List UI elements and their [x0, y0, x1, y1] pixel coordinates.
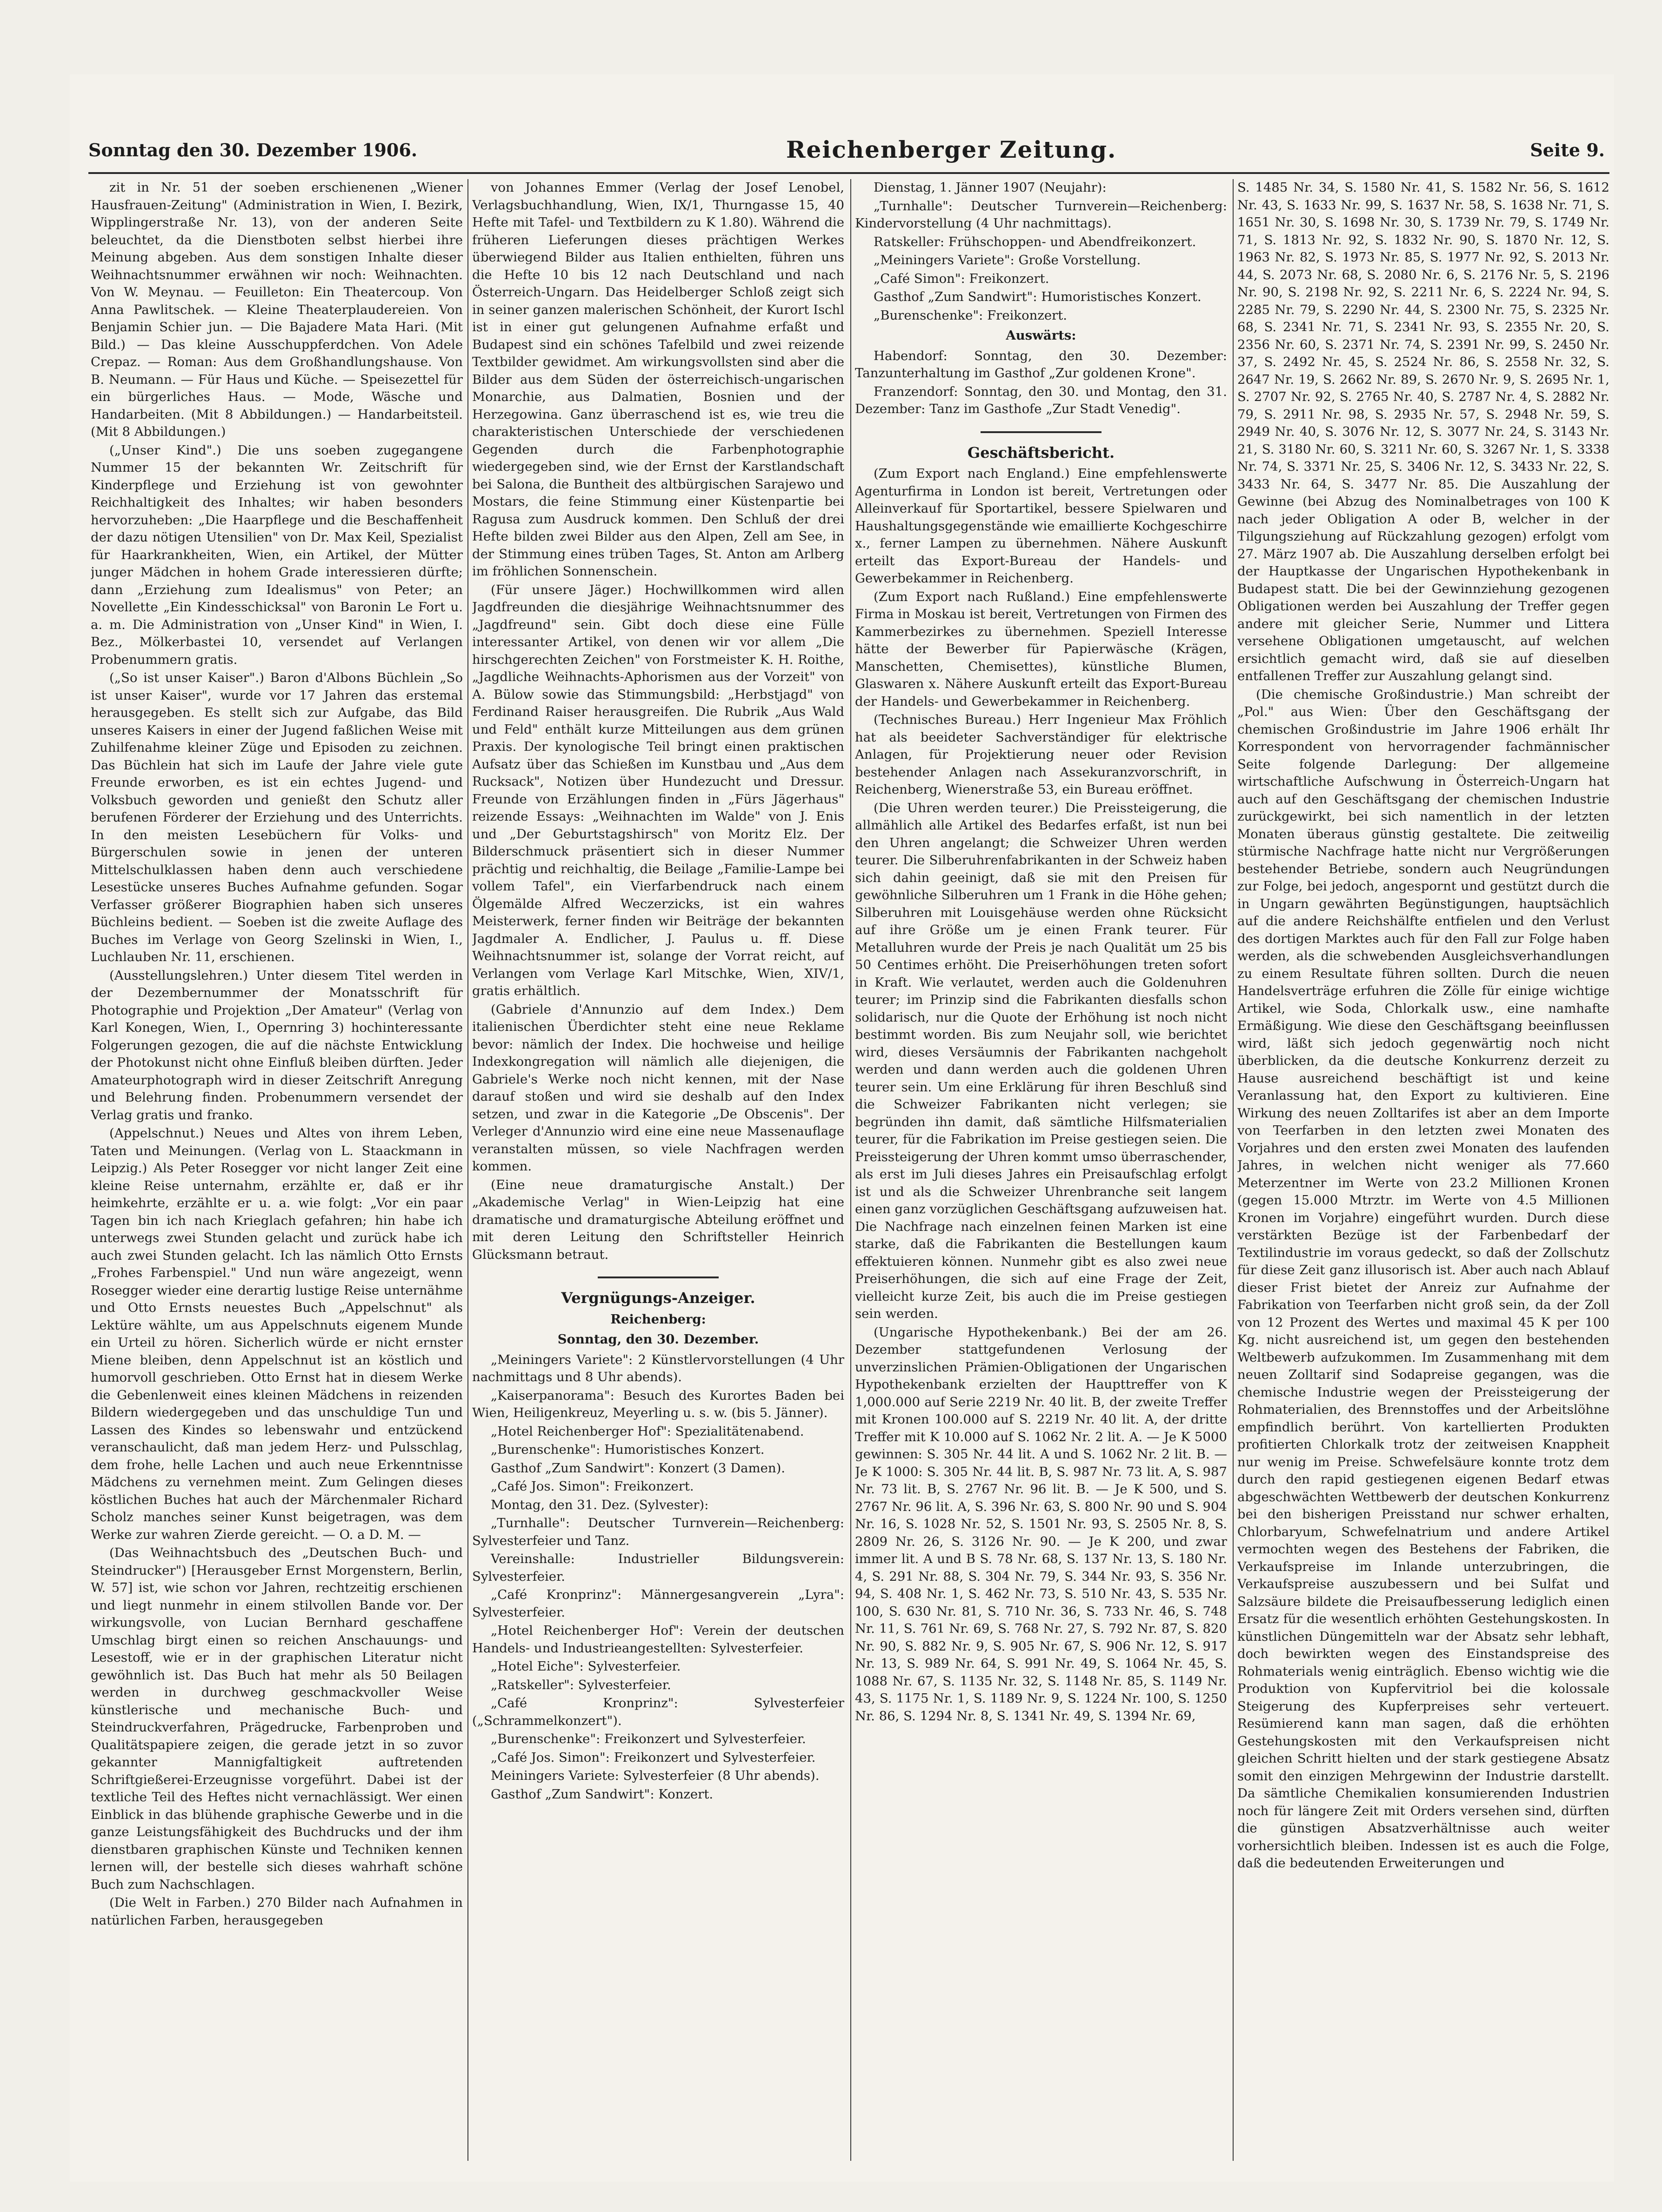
article-paragraph: (Die Welt in Farben.) 270 Bilder nach Aufnahmen in natürlichen Farben, herausgegeben	[91, 1895, 463, 1928]
article-paragraph: Ratskeller: Frühschoppen- und Abendfreikonzert.	[874, 234, 1196, 249]
article-paragraph: (Gabriele d'Annunzio auf dem Index.) Dem italienischen Überdichter steht eine neue Reklame bevor: nämlich der Index. Die hochweise und heilige Indexkongregation will nämlich alle diejenigen, die Gabriele's Werke noch nicht kennen, mit der Nase darauf stoßen und wird sie deshalb auf den Index setzen, und zwar in die Kategorie „De Obscenis". Der Verleger d'Annunzio wird eine eine neue Massenauflage veranstalten müssen, so viele Nachfragen werden kommen.	[472, 1002, 844, 1174]
article-paragraph: „Meiningers Variete": Große Vorstellung.	[874, 253, 1141, 267]
article-paragraph: „Turnhalle": Deutscher Turnverein—Reichenberg: Sylvesterfeier und Tanz.	[472, 1516, 844, 1548]
section-heading: Vergnügungs-Anzeiger.	[561, 1289, 755, 1307]
article-paragraph: „Café Jos. Simon": Freikonzert.	[491, 1479, 694, 1494]
article-paragraph: „Ratskeller": Sylvesterfeier.	[491, 1677, 671, 1692]
article-paragraph: (Die chemische Großindustrie.) Man schreibt der „Pol." aus Wien: Über den Geschäftsgang der chemischen Großindustrie im Jahre 1906 erhält Ihr Korrespondent von hervorragender fachmännischer Seite folgende Darlegung: Der allgemeine wirtschaftliche Aufschwung in Österreich-Ungarn hat auch auf den Geschäftsgang der chemischen Industrie zurückgewirkt, bei sich namentlich in der letzten Monaten überaus günstig gestaltete. Die zeitweilig stürmische Nachfrage hatte nicht nur Vergrößerungen bestehender Betriebe, sondern auch Neugründungen zur Folge, bei jedoch, angespornt und gestützt durch die in Ungarn gewährten Begünstigungen, hauptsächlich auf die andere Reichshälfte entfielen und den Verlust des dortigen Marktes auch für den Fall zur Folge haben werden, als die schwebenden Ausgleichsverhandlungen zu einem Resultate führen sollten. Durch die neuen Handelsverträge erfuhren die Zölle für einige wichtige Artikel, wie Soda, Chlorkalk usw., eine namhafte Ermäßigung. Wie diese den Geschäftsgang beeinflussen wird, läßt sich jedoch gegenwärtig noch nicht überblicken, da die deutsche Konkurrenz derzeit zu Hause ausreichend beschäftigt ist und keine Veranlassung hat, den Export zu kultivieren. Eine Wirkung des neuen Zolltarifes ist aber an dem Importe von Teerfarben in den letzten zwei Monaten des Vorjahres und den ersten zwei Monaten des laufenden Jahres, in welchen nicht weniger als 77.660 Meterzentner im Werte von 23.2 Millionen Kronen (gegen 15.000 Mtrztr. im Werte von 4.5 Millionen Kronen im Vorjahre) eingeführt wurden. Durch diese verstärkten Bezüge ist der Farbenbedarf der Textilindustrie im voraus gedeckt, so daß der Zollschutz für diese Zeit ganz illusorisch ist. Aber auch nach Ablauf dieser Frist bietet der Anreiz zur Aufnahme der Fabrikation von Teerfarben nicht groß sein, da der Zoll von 12 Prozent des Wertes und maximal 45 K per 100 Kg. nicht ausreichend ist, um gegen den bestehenden Weltbewerb aufzukommen. Im Zusammenhang mit dem neuen Zolltarif sind Sodapreise gegangen, was die chemische Industrie wegen der Preissteigerung der Rohmaterialien, des Brennstoffes und der Arbeitslöhne empfindlich berührt. Von kartellierten Produkten profitierten Chlorkalk trotz der zeitweisen Knappheit nur wenig im Preise. Schwefelsäure konnte trotz dem durch den rapid gestiegenen eigenen Bedarf etwas abgeschwächten Wettbewerb der deutschen Konkurrenz bei den bisherigen Preisstand nur schwer erhalten, Chlorbaryum, Schwefelnatrium und andere Artikel vermochten wegen des Bestehens der Fabriken, die Verkaufspreise im Inlande unterzubringen, die Verkaufspreise auszubessern und bei Sulfat und Salzsäure bildete die Preisaufbesserung lediglich einen Ersatz für die wesentlich erhöhten Gestehungskosten. In künstlichen Düngemitteln war der Absatz sehr lebhaft, doch bewirkten wegen des Einstandspreise des Rohmaterials wenig einträglich. Ebenso wichtig wie die Produktion von Kupfervitriol bei die kolossale Steigerung des Kupferpreises sehr verteuert. Resümierend kann man sagen, daß die erhöhten Gestehungskosten mit den Verkaufspreisen nicht gleichen Schritt hielten und der stark gestiegene Absatz somit den einzigen Mehrgewinn der Industrie darstellt. Da sämtliche Chemikalien konsumierenden Industrien noch für längere Zeit mit Orders versehen sind, dürften die günstigen Absatzverhältnisse auch weiter vorhersichtlich bleiben. Indessen ist es auch die Folge, daß die bedeutenden Erweiterungen und	[1237, 687, 1609, 1871]
article-paragraph: Gasthof „Zum Sandwirt": Konzert (3 Damen).	[491, 1460, 786, 1476]
article-paragraph: „Hotel Reichenberger Hof": Verein der deutschen Handels- und Industrieangestellten: Sylvesterfeier.	[472, 1623, 844, 1656]
article-paragraph: (Die Uhren werden teurer.) Die Preissteigerung, die allmählich alle Artikel des Bedarfes erfaßt, ist nun bei den Uhren angelangt; die Schweizer Uhren werden teurer. Die Silberuhrenfabrikanten in der Schweiz haben sich dahin geeinigt, daß sie mit den Preisen für gewöhnliche Silberuhren um 1 Frank in die Höhe gehen; Silberuhren mit Louisgehäuse werden ohne Rücksicht auf ihre Größe um je einen Frank teurer. Für Metalluhren wurde der Preis je nach Qualität um 25 bis 50 Centimes erhöht. Die Preiserhöhungen treten sofort in Kraft. Wie verlautet, werden auch die Goldenuhren teurer; im Prinzip sind die Fabrikanten diesfalls schon solidarisch, nur die Quote der Erhöhung ist noch nicht bestimmt worden. Bis zum Neujahr soll, wie berichtet wird, dieses Versäumnis der Fabrikanten nachgeholt werden und dann werden auch die goldenen Uhren teurer sein. Um eine Erklärung für ihren Beschluß sind die Schweizer Fabrikanten nicht verlegen; sie begründen ihn damit, daß sämtliche Hilfsmaterialien teurer, für die Fabrikation im Preise gestiegen seien. Die Preissteigerung der Uhren kommt umso überraschender, als erst im Juli dieses Jahres ein Preisaufschlag erfolgt ist und als die Schweizer Uhrenbranche seit langem einen ganz vorzüglichen Geschäftsgang aufzuweisen hat. Die Nachfrage nach einzelnen feinen Marken ist eine starke, daß die Fabrikanten die Bestellungen kaum effektuieren können. Nunmehr gibt es also zwei neue Preiserhöhungen, die sich auf eine Frage der Zeit, vielleicht kurze Zeit, bis auch die im Preise gestiegen sein werden.	[855, 800, 1227, 1321]
subheading: Reichenberg:	[610, 1311, 706, 1327]
header-rule	[88, 172, 1609, 174]
article-paragraph: („Unser Kind".) Die uns soeben zugegangene Nummer 15 der bekannten Wr. Zeitschrift für Kinderpflege und Erziehung ist von gewohnter Reichhaltigkeit des Inhaltes; wir haben besonders hervorzuheben: „Die Haarpflege und die Beschaffenheit der dazu nötigen Utensilien" von Dr. Max Keil, Spezialist für Haarkrankheiten, Wien, ein Artikel, der Mütter junger Mädchen in hohem Grade interessieren dürfte; dann „Erziehung zum Idealismus" von Peter; an Novellette „Ein Kindesschicksal" von Baronin Le Fort u. a. m. Die Administration von „Unser Kind" in Wien, I. Bez., Mölkerbastei 10, versendet auf Verlangen Probenummern gratis.	[91, 442, 463, 667]
column-1	[91, 179, 463, 2161]
article-paragraph: „Meiningers Variete": 2 Künstlervorstellungen (4 Uhr nachmittags und 8 Uhr abends).	[472, 1352, 844, 1384]
article-paragraph: „Café Kronprinz": Sylvesterfeier („Schrammelkonzert").	[472, 1696, 844, 1728]
article-paragraph: (Zum Export nach Rußland.) Eine empfehlenswerte Firma in Moskau ist bereit, Vertretungen von Firmen des Kammerbezirkes zu übernehmen. Speziell Interesse hätte der Bewerber für Papierwäsche (Krägen, Manschetten, Chemisettes), künstliche Blumen, Glaswaren x. Nähere Auskunft erteilt das Export-Bureau der Handels- und Gewerbekammer in Reichenberg.	[855, 589, 1227, 709]
article-paragraph: Franzendorf: Sonntag, den 30. und Montag, den 31. Dezember: Tanz im Gasthofe „Zur Stadt Venedig".	[855, 384, 1227, 416]
page-number: Seite 9.	[1530, 140, 1605, 160]
section-heading: Geschäftsbericht.	[967, 443, 1115, 461]
article-paragraph: (Das Weihnachtsbuch des „Deutschen Buch- und Steindrucker") [Herausgeber Ernst Morgenstern, Berlin, W. 57] ist, wie schon vor Jahren, rechtzeitig erschienen und liegt nunmehr in einem stilvollen Bande vor. Der wirkungsvolle, von Lucian Bernhard geschaffene Umschlag birgt einen so reichen Anschauungs- und Lesestoff, wie er in der graphischen Literatur nicht gewöhnlich ist. Das Buch hat mehr als 50 Beilagen werden in durchweg geschmackvoller Weise künstlerische und mechanische Buch- und Steindruckverfahren, Prägedrucke, Farbenproben und Qualitätspapiere zeigen, die gerade jetzt in so zuvor gekannter Mannigfaltigkeit auftretenden Schriftgießerei-Erzeugnisse vorgeführt. Dabei ist der textliche Teil des Heftes nicht vernachlässigt. Wer einen Einblick in das blühende graphische Gewerbe und in die ganze Leistungsfähigkeit des Buchdrucks und der ihm dienstbaren graphischen Künste und Techniken kennen lernen will, der bestelle sich dieses wahrhaft schöne Buch zum Nachschlagen.	[91, 1545, 463, 1892]
article-paragraph: (Eine neue dramaturgische Anstalt.) Der „Akademische Verlag" in Wien-Leipzig hat eine dramatische und dramaturgische Abteilung eröffnet und mit deren Leitung den Schriftsteller Heinrich Glücksmann betraut.	[472, 1177, 844, 1262]
article-paragraph: „Turnhalle": Deutscher Turnverein—Reichenberg: Kindervorstellung (4 Uhr nachmittags).	[855, 198, 1227, 231]
article-paragraph: „Burenschenke": Freikonzert und Sylvesterfeier.	[491, 1731, 806, 1746]
article-paragraph: Vereinshalle: Industrieller Bildungsverein: Sylvesterfeier.	[472, 1551, 844, 1584]
column-divider	[467, 179, 468, 2161]
column-2	[472, 179, 844, 2161]
article-paragraph: Gasthof „Zum Sandwirt": Humoristisches Konzert.	[874, 289, 1201, 304]
article-paragraph: „Hotel Reichenberger Hof": Spezialitätenabend.	[491, 1423, 804, 1439]
article-paragraph: „Hotel Eiche": Sylvesterfeier.	[491, 1659, 681, 1674]
column-divider	[1233, 179, 1234, 2161]
article-paragraph: (Ungarische Hypothekenbank.) Bei der am 26. Dezember stattgefundenen Verlosung der unverzinslichen Prämien-Obligationen der Ungarischen Hypothekenbank erzielten der Haupttreffer von K 1,000.000 auf Serie 2219 Nr. 40 lit. B, der zweite Treffer mit Kronen 100.000 auf S. 2219 Nr. 40 lit. A, der dritte Treffer mit K 10.000 auf S. 1062 Nr. 2 lit. A. — Je K 5000 gewinnen: S. 305 Nr. 44 lit. A und S. 1062 Nr. 2 lit. B. — Je K 1000: S. 305 Nr. 44 lit. B, S. 987 Nr. 73 lit. A, S. 987 Nr. 73 lit. B, S. 2767 Nr. 96 lit. B. — Je K 500, und S. 2767 Nr. 96 lit. A, S. 396 Nr. 63, S. 800 Nr. 90 und S. 904 Nr. 16, S. 1028 Nr. 52, S. 1501 Nr. 93, S. 2505 Nr. 8, S. 2809 Nr. 26, S. 3126 Nr. 90. — Je K 200, und zwar immer lit. A und B S. 78 Nr. 68, S. 137 Nr. 13, S. 180 Nr. 4, S. 291 Nr. 88, S. 304 Nr. 79, S. 344 Nr. 93, S. 356 Nr. 94, S. 408 Nr. 1, S. 462 Nr. 73, S. 510 Nr. 43, S. 535 Nr. 100, S. 630 Nr. 81, S. 710 Nr. 36, S. 733 Nr. 46, S. 748 Nr. 11, S. 761 Nr. 69, S. 768 Nr. 27, S. 792 Nr. 87, S. 820 Nr. 90, S. 882 Nr. 9, S. 905 Nr. 67, S. 906 Nr. 12, S. 917 Nr. 13, S. 989 Nr. 64, S. 991 Nr. 49, S. 1064 Nr. 45, S. 1088 Nr. 67, S. 1135 Nr. 32, S. 1148 Nr. 85, S. 1149 Nr. 43, S. 1175 Nr. 1, S. 1189 Nr. 9, S. 1224 Nr. 100, S. 1250 Nr. 86, S. 1294 Nr. 8, S. 1341 Nr. 49, S. 1394 Nr. 69,	[855, 1324, 1227, 1724]
section-divider	[598, 1276, 719, 1278]
subheading: Sonntag, den 30. Dezember.	[557, 1332, 759, 1347]
article-paragraph: Dienstag, 1. Jänner 1907 (Neujahr):	[874, 180, 1107, 195]
subheading: Auswärts:	[1006, 328, 1076, 343]
article-paragraph: („So ist unser Kaiser".) Baron d'Albons Büchlein „So ist unser Kaiser", wurde vor 17 Jahren das erstemal herausgegeben. Es stellt sich zur Aufgabe, das Bild unseres Kaisers in einer der Jugend faßlichen Weise mit Zuhilfenahme kleiner Züge und Episoden zu zeichnen. Das Büchlein hat sich im Laufe der Jahre viele gute Freunde erworben, es ist ein echtes Jugend- und Volksbuch geworden und genießt den Schutz aller berufenen Förderer der Erziehung und des Unterrichts. In den meisten Lesebüchern für Volks- und Bürgerschulen sowie in jenen der unteren Mittelschulklassen haben denn auch verschiedene Lesestücke unseres Buches Aufnahme gefunden. Sogar Verfasser größerer Biographien haben sich unseres Büchleins bedient. — Soeben ist die zweite Auflage des Buches im Verlage von Georg Szelinski in Wien, I., Luchlauben Nr. 11, erschienen.	[91, 670, 463, 964]
article-paragraph: zit in Nr. 51 der soeben erschienenen „Wiener Hausfrauen-Zeitung" (Administration in Wien, I. Bezirk, Wipplingerstraße Nr. 13), von der anderen Seite beleuchtet, da die Dienstboten selbst hierbei ihre Meinung abgeben. Aus dem sonstigen Inhalte dieser Weihnachtsnummer erwähnen wir noch: Weihnachten. Von W. Meynau. — Feuilleton: Ein Theatercoup. Von Anna Pawlitschek. — Kleine Theaterplaudereien. Von Benjamin Schier jun. — Die Bajadere Mata Hari. (Mit Bild.) — Das kleine Ausschuppferdchen. Von Adele Crepaz. — Roman: Aus dem Großhandlungshause. Von B. Neumann. — Für Haus und Küche. — Speisezettel für ein bürgerliches Haus. — Mode, Wäsche und Handarbeiten. (Mit 8 Abbildungen.) — Handarbeitsteil. (Mit 8 Abbildungen.)	[91, 180, 463, 439]
article-paragraph: Gasthof „Zum Sandwirt": Konzert.	[491, 1786, 714, 1802]
column-divider	[850, 179, 851, 2161]
article-paragraph: Habendorf: Sonntag, den 30. Dezember: Tanzunterhaltung im Gasthof „Zur goldenen Krone".	[855, 348, 1227, 381]
article-paragraph: „Café Simon": Freikonzert.	[874, 271, 1049, 286]
article-paragraph: „Burenschenke": Freikonzert.	[874, 307, 1068, 323]
article-paragraph: „Burenschenke": Humoristisches Konzert.	[491, 1442, 765, 1457]
article-paragraph: (Zum Export nach England.) Eine empfehlenswerte Agenturfirma in London ist bereit, Vertretungen oder Alleinverkauf für Sportartikel, bessere Spielwaren und Haushaltungsgegenstände wie emaillierte Kochgeschirre x., ferner Lampen zu übernehmen. Nähere Auskunft erteilt das Export-Bureau der Handels- und Gewerbekammer in Reichenberg.	[855, 466, 1227, 586]
article-paragraph: (Für unsere Jäger.) Hochwillkommen wird allen Jagdfreunden die diesjährige Weihnachtsnummer des „Jagdfreund" sein. Gibt doch diese eine Fülle interessanter Artikel, von denen wir vor allem „Die hirschgerechten Zeichen" von Forstmeister K. H. Roithe, „Jagdliche Weihnachts-Aphorismen aus der Vorzeit" von A. Bülow sowie das Stimmungsbild: „Herbstjagd" von Ferdinand Raiser herausgreifen. Die Rubrik „Aus Wald und Feld" enthält kurze Mitteilungen aus dem grünen Praxis. Der kynologische Teil bringt einen praktischen Aufsatz über das Schießen im Kunstbau und „Aus dem Rucksack", Notizen über Hundezucht und Dressur. Freunde von Erzählungen finden in „Fürs Jägerhaus" reizende Essays: „Weihnachten im Walde" von J. Enis und „Der Geburtstagshirsch" von Moritz Elz. Der Bilderschmuck präsentiert sich in dieser Nummer prächtig und reichhaltig, die Beilage „Familie-Lampe bei vollem Tafel", ein Vierfarbendruck nach einem Ölgemälde Alfred Weczerzicks, ist ein wahres Meisterwerk, ferner finden wir Beiträge der bekannten Jagdmaler A. Endlicher, J. Paulus u. ff. Diese Weihnachtsnummer ist, solange der Vorrat reicht, auf Verlangen vom Verlage Karl Mitschke, Wien, XIV/1, gratis erhältlich.	[472, 582, 844, 998]
article-paragraph: „Kaiserpanorama": Besuch des Kurortes Baden bei Wien, Heiligenkreuz, Meyerling u. s. w. (bis 5. Jänner).	[472, 1388, 844, 1420]
section-divider	[981, 431, 1101, 433]
issue-date: Sonntag den 30. Dezember 1906.	[88, 140, 418, 160]
article-paragraph: (Technisches Bureau.) Herr Ingenieur Max Fröhlich hat als beeideter Sachverständiger für elektrische Anlagen, für Projektierung neuer oder Revision bestehender Anlagen nach Assekuranzvorschrift, in Reichenberg, Wienerstraße 53, ein Bureau eröffnet.	[855, 712, 1227, 797]
masthead-title: Reichenberger Zeitung.	[786, 136, 1117, 163]
article-paragraph: „Café Kronprinz": Männergesangverein „Lyra": Sylvesterfeier.	[472, 1587, 844, 1620]
column-3	[855, 179, 1227, 2161]
article-paragraph: „Café Jos. Simon": Freikonzert und Sylvesterfeier.	[491, 1750, 816, 1765]
article-paragraph: (Appelschnut.) Neues und Altes von ihrem Leben, Taten und Meinungen. (Verlag von L. Staackmann in Leipzig.) Als Peter Rosegger vor nicht langer Zeit eine kleine Reise unternahm, erzählte er, daß er ihr heimkehrte, erzählte er u. a. wie folgt: „Vor ein paar Tagen bin ich nach Krieglach gefahren; hin habe ich unterwegs zwei Stunden gelacht und zurück habe ich auch zwei Stunden gelacht. Ich las nämlich Otto Ernsts „Frohes Farbenspiel." Und nun wäre angezeigt, wenn Rosegger wieder eine derartig lustige Reise unternähme und Otto Ernsts neuestes Buch „Appelschnut" als Lektüre wählte, um aus Appelschnuts eigenem Munde ein Urteil zu hören. Sicherlich würde er nicht ernster Miene bleiben, denn Appelschnut ist an köstlich und humorvoll geschrieben. Otto Ernst hat in diesem Werke die Gebenlenweit eines kleinen Mädchens in reizenden Bildern wiedergegeben und das unschuldige Tun und Lassen des Kindes so lebenswahr und entzückend veranschaulicht, daß man jedem Herz- und Pulsschlag, dem frohe, helle Lachen und auch neue Erkenntnisse Mädchens zu vernehmen meint. Zum Gelingen dieses köstlichen Buches hat auch der Märchenmaler Richard Scholz manches seiner Kunst beigetragen, was dem Werke zur wahren Zierde gereicht. — O. a D. M. —	[91, 1126, 463, 1542]
running-head	[88, 136, 1609, 167]
article-paragraph: S. 1485 Nr. 34, S. 1580 Nr. 41, S. 1582 Nr. 56, S. 1612 Nr. 43, S. 1633 Nr. 99, S. 1637 Nr. 58, S. 1638 Nr. 71, S. 1651 Nr. 30, S. 1698 Nr. 30, S. 1739 Nr. 79, S. 1749 Nr. 71, S. 1813 Nr. 92, S. 1832 Nr. 90, S. 1870 Nr. 12, S. 1963 Nr. 82, S. 1973 Nr. 85, S. 1977 Nr. 92, S. 2013 Nr. 44, S. 2073 Nr. 68, S. 2080 Nr. 6, S. 2176 Nr. 5, S. 2196 Nr. 90, S. 2198 Nr. 92, S. 2211 Nr. 6, S. 2224 Nr. 94, S. 2285 Nr. 79, S. 2290 Nr. 44, S. 2300 Nr. 75, S. 2325 Nr. 68, S. 2341 Nr. 71, S. 2341 Nr. 93, S. 2355 Nr. 20, S. 2356 Nr. 60, S. 2371 Nr. 74, S. 2391 Nr. 99, S. 2450 Nr. 37, S. 2492 Nr. 45, S. 2524 Nr. 86, S. 2558 Nr. 32, S. 2647 Nr. 19, S. 2662 Nr. 89, S. 2670 Nr. 9, S. 2695 Nr. 1, S. 2707 Nr. 92, S. 2765 Nr. 40, S. 2787 Nr. 4, S. 2882 Nr. 79, S. 2911 Nr. 98, S. 2935 Nr. 57, S. 2948 Nr. 59, S. 2949 Nr. 40, S. 3076 Nr. 12, S. 3077 Nr. 24, S. 3143 Nr. 21, S. 3180 Nr. 60, S. 3211 Nr. 60, S. 3267 Nr. 1, S. 3338 Nr. 74, S. 3371 Nr. 25, S. 3406 Nr. 12, S. 3433 Nr. 22, S. 3433 Nr. 64, S. 3477 Nr. 85. Die Auszahlung der Gewinne (bei Abzug des Nominalbetrages von 100 K nach jeder Obligation A oder B, welcher in der Tilgungsziehung auf Rückzahlung gezogen) erfolgt vom 27. März 1907 ab. Die Auszahlung derselben erfolgt bei der Hauptkasse der Ungarischen Hypothekenbank in Budapest statt. Die bei der Gewinnziehung gezogenen Obligationen werden bei Auszahlung der Treffer gegen andere mit gleicher Serie, Nummer und Littera versehene Obligationen umgetauscht, auf welchen ersichtlich gemacht wird, daß sie auf dieselben entfallenen Treffer zur Auszahlung gelangt sind.	[1237, 180, 1609, 683]
article-paragraph: Meiningers Variete: Sylvesterfeier (8 Uhr abends).	[491, 1768, 820, 1783]
column-4	[1237, 179, 1609, 2161]
article-paragraph: Montag, den 31. Dez. (Sylvester):	[491, 1497, 709, 1512]
article-paragraph: (Ausstellungslehren.) Unter diesem Titel werden in der Dezembernummer der Monatsschrift für Photographie und Projektion „Der Amateur" (Verlag von Karl Konegen, Wien, I., Opernring 3) hochinteressante Folgerungen gezogen, die auf die nächste Entwicklung der Photokunst nicht ohne Einfluß bleiben dürften. Jeder Amateurphotograph wird in dieser Zeitschrift Anregung und Belehrung finden. Probenummern versendet der Verlag gratis und franko.	[91, 968, 463, 1123]
article-paragraph: von Johannes Emmer (Verlag der Josef Lenobel, Verlagsbuchhandlung, Wien, IX/1, Thurngasse 15, 40 Hefte mit Tafel- und Textbildern zu K 1.80). Während die früheren Lieferungen dieses prächtigen Werkes überwiegend Bilder aus Italien enthielten, führen uns die Hefte 10 bis 12 nach Deutschland und nach Österreich-Ungarn. Das Heidelberger Schloß zeigt sich in seiner ganzen malerischen Schönheit, der Kurort Ischl ist in einer gut gelungenen Aufnahme erfaßt und Budapest sind ein schönes Tafelbild und zwei reizende Textbilder gewidmet. Am wirkungsvollsten sind aber die Bilder aus dem Süden der österreichisch-ungarischen Monarchie, aus Dalmatien, Bosnien und der Herzegowina. Ganz überraschend ist es, wie treu die charakteristischen Unterschiede der verschiedenen Gegenden durch die Farbenphotographie wiedergegeben sind, wie der Ernst der Karstlandschaft bei Salona, die Buntheit des altbürgischen Sarajewo und Mostars, die feine Stimmung einer Küstenpartie bei Ragusa zum Ausdruck kommen. Den Schluß der drei Hefte bilden zwei Bilder aus den Alpen, Zell am See, in der Stimmung eines trüben Tages, St. Anton am Arlberg im fröhlichen Sonnenschein.	[472, 180, 844, 579]
